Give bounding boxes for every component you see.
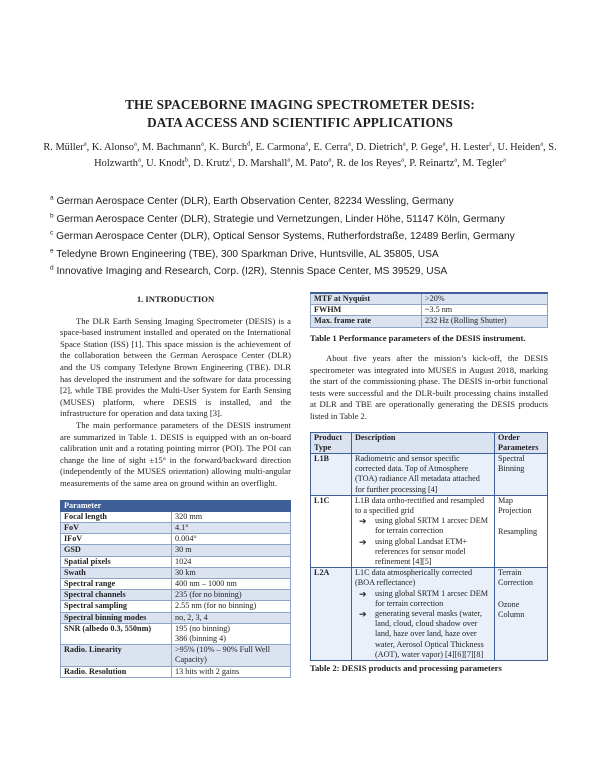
affiliation-text: German Aerospace Center (DLR), Strategie und Vernetzungen, Linder Höhe, 51147 Köln, Germany (56, 213, 505, 225)
parameter-value-cell (172, 534, 291, 545)
author-affiliation-mark: a (200, 140, 204, 148)
parameter-value-cell (172, 590, 291, 601)
description-header: Description (352, 432, 495, 453)
author-name: S. Holzwarth (94, 142, 557, 169)
product-type: L2A (311, 568, 352, 661)
author-name: R. Müller (43, 142, 84, 153)
author-name: M. Bachmann (142, 142, 201, 153)
author-affiliation-mark: a (402, 140, 406, 148)
mtf-name: Max. frame rate (311, 316, 422, 327)
parameter-value-cell (172, 578, 291, 589)
product-table (310, 432, 548, 661)
parameter-value-cell (172, 601, 291, 612)
parameter-value-cell (172, 545, 291, 556)
author-affiliation-mark: a (138, 156, 141, 164)
author-name: U. Knodt (146, 157, 185, 169)
author-affiliation-mark: b (184, 156, 189, 164)
arrow-icon: ➔ (359, 609, 367, 620)
parameter-row (61, 601, 291, 612)
affiliation-text: German Aerospace Center (DLR), Optical Sensor Systems, Rutherfordstraße, 12489 Berlin, Germany (56, 231, 515, 242)
parameter-value: 30 m (175, 545, 192, 555)
author-name: D. Krutz (193, 157, 230, 169)
parameter-value: 13 bits with 2 gains (175, 666, 240, 676)
parameter-name: Spectral channels (61, 590, 172, 601)
mtf-row (311, 305, 548, 316)
author-affiliation-mark: a (287, 156, 291, 164)
author-name: M. Pato (295, 157, 329, 169)
affiliation-line (50, 228, 570, 246)
product-bullet-list (355, 589, 491, 660)
left-column (60, 294, 291, 678)
parameter-name: SNR (albedo 0.3, 550nm) (61, 623, 172, 644)
mtf-value: >20% (422, 293, 548, 305)
parameter-name: Radio. Resolution (61, 666, 172, 677)
affiliation-line (50, 263, 570, 281)
affiliation-mark: c (50, 229, 54, 237)
parameter-value: 195 (no binning) (175, 623, 231, 633)
author-name: P. Gege (410, 142, 443, 153)
title-line-1: THE SPACEBORNE IMAGING SPECTROMETER DESIS: (125, 97, 475, 112)
parameter-row (61, 556, 291, 567)
product-bullet (359, 609, 491, 660)
parameter-name: Spectral binning modes (61, 612, 172, 623)
parameter-name: Spatial pixels (61, 556, 172, 567)
author-affiliation-mark: a (540, 140, 544, 148)
author-name: K. Burch (209, 142, 248, 153)
author-affiliation-mark: a (454, 156, 458, 164)
author-affiliation-mark: a (401, 156, 404, 164)
parameter-row (61, 578, 291, 589)
product-bullet-text: using global Landsat ETM+ references for sensor model refinement [4][5] (375, 536, 468, 567)
affiliation-list (50, 193, 570, 281)
product-bullet-text: generating several masks (water, land, cloud, cloud shadow over land, haze over land, haze over water, Aerosol Optical Thickness (AOT), water vapor) [4][6][7][8] (375, 609, 484, 659)
parameter-value-cell (172, 567, 291, 578)
order-parameters-cell (495, 453, 548, 495)
author-name: P. Reinartz (409, 157, 455, 169)
parameter-value-2: 386 (binning 4) (175, 633, 226, 643)
author-name: D. Dietrich (356, 142, 403, 153)
parameter-value: 30 km (175, 567, 196, 577)
author-name: E. Carmona (255, 142, 306, 153)
author-affiliation-mark: c (229, 156, 233, 164)
parameter-name: Focal length (61, 511, 172, 522)
affiliation-line (50, 193, 570, 211)
parameter-value-cell (172, 666, 291, 677)
parameter-row (61, 666, 291, 677)
parameter-value-cell (172, 522, 291, 533)
parameter-name: Radio. Linearity (61, 645, 172, 666)
parameter-name: Spectral sampling (61, 601, 172, 612)
table-2-caption: Table 2: DESIS products and processing parameters (310, 663, 502, 674)
parameter-row (61, 545, 291, 556)
parameter-row (61, 534, 291, 545)
parameter-value: 320 mm (175, 511, 203, 521)
section-heading: 1. INTRODUCTION (136, 294, 215, 304)
parameter-row (61, 590, 291, 601)
author-name: D. Marshall (237, 157, 288, 169)
author-affiliation-mark: a (442, 140, 446, 148)
parameter-value: 2.55 nm (for no binning) (175, 601, 257, 611)
author-affiliation-mark: a (83, 140, 87, 148)
author-affiliation-mark: a (502, 156, 506, 164)
product-row (311, 495, 548, 567)
mtf-value: 232 Hz (Rolling Shutter) (422, 316, 548, 327)
product-bullet (359, 516, 491, 536)
intro-paragraph-1: The DLR Earth Sensing Imaging Spectrometer (DESIS) is a space-based instrument installed and operated on the International Space Station (ISS) [1]. This space mission is the achievement of the collaboration between the German Aerospace Center (DLR) and the US company Teledyne Brown Engineering (TBE). DLR has developed the instrument and the software for data processing [2], while TBE provides the Multi-User System for Earth Sensing (MUSES) platform, where DESIS is installed, and the infrastructure for operation and data taxing [3]. (60, 315, 291, 419)
author-affiliation-mark: a (328, 156, 332, 164)
order-parameter-1: Map Projection (498, 495, 532, 515)
product-description-cell (352, 495, 495, 567)
affiliation-mark: e (50, 247, 54, 255)
parameter-value-cell (172, 645, 291, 666)
parameter-row (61, 612, 291, 623)
mtf-table (310, 292, 548, 328)
author-affiliation-mark: c (489, 140, 493, 148)
affiliation-line (50, 211, 570, 229)
order-parameter-1: Spectral Binning (498, 453, 525, 474)
mtf-row (311, 293, 548, 305)
affiliation-mark: d (50, 264, 54, 272)
product-description: Radiometric and sensor specific corrected data. Top of Atmosphere (TOA) radiance All metadata attached for further processing [4] (355, 453, 480, 494)
order-parameter-1: Terrain Correction (498, 568, 534, 588)
product-type-header: Product Type (311, 432, 352, 453)
order-parameters-cell (495, 568, 548, 661)
arrow-icon: ➔ (359, 588, 367, 599)
paper-title (0, 96, 600, 132)
intro-paragraph-2: The main performance parameters of the DESIS instrument are summarized in Table 1. DESIS is equipped with an on-board calibration unit and a rotating pointing mirror (POI). The POI can change the line of sight ±15° in the forward/backward direction (independently of the MUSES orientation) allowing multi-angular measurements of the same area on ground within an overflight. (60, 419, 291, 488)
affiliation-text: Innovative Imaging and Research, Corp. (I2R), Stennis Space Center, MS 39529, USA (56, 266, 448, 277)
parameter-value: 1024 (175, 556, 192, 566)
parameter-row (61, 567, 291, 578)
parameter-name: Spectral range (61, 578, 172, 589)
right-column (310, 292, 548, 674)
author-name: E. Cerra (313, 142, 348, 153)
parameter-value-cell (172, 556, 291, 567)
parameter-table (60, 500, 291, 678)
product-description: L1C data atmospherically corrected (BOA reflectance) (355, 568, 473, 588)
author-list: R. Müller$^a$, K. Alonso$^a$, M. Bachmann$^a$, K. Burch$^d$, E. Carmona$^a$, E. Cerra$^a$, D. Dietrich$^a$, P. Gege$^a$, H. Lester$^c$, U. Heiden$^a$, S. Holzwarth$^a$, U. Knodt$^b$, D. Krutz$^c$, D. Marshall$^a$, M. Pato$^a$, R. de los Reyes$^a$, P. Reinartz$^a$, M. Tegler$^a$ (43, 140, 557, 169)
parameter-name: FoV (61, 522, 172, 533)
title-line-2: DATA ACCESS AND SCIENTIFIC APPLICATIONS (147, 115, 453, 130)
product-bullet-text: using global SRTM 1 arcsec DEM for terrain correction (375, 588, 488, 608)
product-description-cell (352, 453, 495, 495)
product-bullet-text: using global SRTM 1 arcsec DEM for terrain correction (375, 516, 488, 536)
parameter-table-header: Parameter (61, 500, 291, 511)
product-bullet-list (355, 516, 491, 567)
order-parameters-header: Order Parameters (495, 432, 548, 453)
affiliation-mark: b (50, 212, 54, 220)
order-parameter-2: Ozone Column (498, 599, 525, 619)
parameter-value: >95% (10% – 90% Full Well Capacity) (175, 645, 270, 665)
parameter-name: Swath (61, 567, 172, 578)
parameter-value-cell (172, 511, 291, 522)
mtf-row (311, 316, 548, 327)
author-affiliation-mark: a (133, 140, 137, 148)
parameter-value: 4.1° (175, 522, 189, 532)
mtf-value: ~3.5 nm (422, 305, 548, 316)
arrow-icon: ➔ (359, 516, 367, 527)
author-affiliation-mark: a (305, 140, 309, 148)
author-name: R. de los Reyes (336, 157, 402, 169)
parameter-row (61, 645, 291, 666)
product-bullet (359, 536, 491, 568)
product-type: L1C (311, 495, 352, 567)
mtf-name: MTF at Nyquist (311, 293, 422, 305)
arrow-icon: ➔ (359, 536, 367, 547)
product-row (311, 453, 548, 495)
author-name: K. Alonso (91, 142, 134, 153)
product-bullet (359, 588, 491, 609)
author-affiliation-mark: d (247, 140, 251, 148)
parameter-value: 235 (for no binning) (175, 590, 242, 600)
author-affiliation-mark: a (347, 140, 351, 148)
parameter-name: GSD (61, 545, 172, 556)
order-parameters-cell (495, 495, 548, 567)
parameter-value-cell (172, 612, 291, 623)
author-name: U. Heiden (497, 142, 541, 153)
order-parameter-2: Resampling (498, 527, 538, 537)
affiliation-mark: a (50, 194, 54, 202)
parameter-row (61, 623, 291, 644)
intro-paragraph-3: About five years after the mission’s kick-off, the DESIS spectrometer was integrated into MUSES in August 2018, marking the start of the commissioning phase. The DESIS in-orbit functional tests were successful and the DLR-built processing chains installed at DLR and TBE are operationally generating the DESIS products listed in Table 2. (310, 353, 548, 421)
author-name: H. Lester (450, 142, 490, 153)
affiliation-text: German Aerospace Center (DLR), Earth Observation Center, 82234 Wessling, Germany (56, 196, 454, 207)
parameter-value: no, 2, 3, 4 (175, 612, 208, 622)
parameter-row (61, 522, 291, 533)
table-1-caption: Table 1 Performance parameters of the DESIS instrument. (310, 332, 526, 343)
parameter-row (61, 511, 291, 522)
author-name: M. Tegler (462, 157, 503, 169)
parameter-value: 0.004° (175, 534, 197, 544)
product-description: L1B data ortho-rectified and resampled to a specified grid (355, 495, 485, 515)
parameter-value-cell (172, 623, 291, 644)
affiliation-line (50, 246, 570, 264)
parameter-value: 400 nm – 1000 nm (175, 578, 237, 588)
mtf-name: FWHM (311, 305, 422, 316)
product-row (311, 568, 548, 661)
product-type: L1B (311, 453, 352, 495)
affiliation-text: Teledyne Brown Engineering (TBE), 300 Sparkman Drive, Huntsville, AL 35805, USA (56, 248, 439, 260)
product-description-cell (352, 568, 495, 661)
parameter-name: IFoV (61, 534, 172, 545)
